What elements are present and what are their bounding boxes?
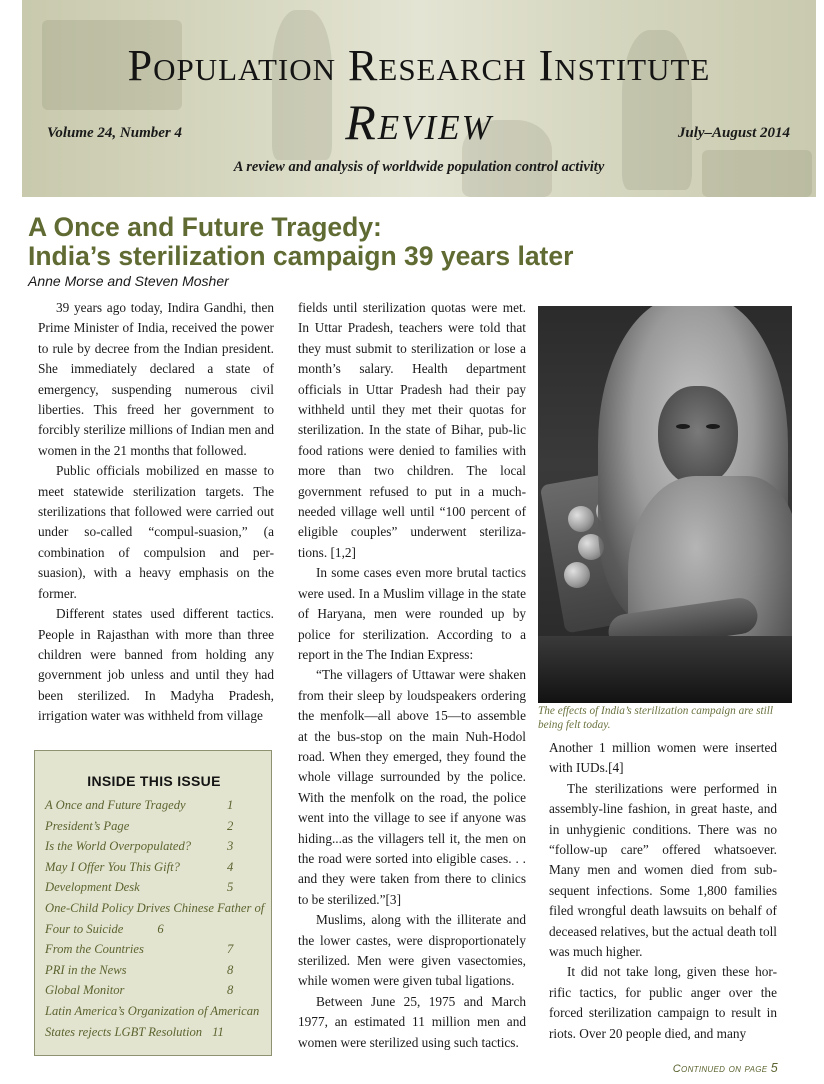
- photo-fruit: [568, 506, 594, 532]
- publication-subtitle: Review: [345, 94, 493, 150]
- headline-line-1: A Once and Future Tragedy:: [28, 212, 382, 242]
- article-column-2: [298, 298, 526, 1053]
- volume-number: Volume 24, Number 4: [47, 125, 183, 141]
- toc-item-label: Is the World Overpopulated?: [45, 839, 192, 854]
- photo-face: [658, 386, 738, 486]
- toc-item-page: 8: [227, 983, 234, 998]
- article-photo: [538, 306, 792, 703]
- toc-item-label: Global Monitor: [45, 983, 125, 998]
- masthead: [22, 0, 816, 197]
- toc-item[interactable]: [45, 836, 271, 857]
- continued-page-number: 5: [770, 1061, 778, 1075]
- toc-item[interactable]: [45, 939, 271, 960]
- headline-line-2: India’s sterilization campaign 39 years later: [28, 241, 574, 271]
- photo-eye: [706, 424, 720, 429]
- paragraph: Another 1 million women were inserted with IUDs.[4]: [549, 740, 777, 776]
- paragraph: fields until sterilization quotas were met. In Uttar Pradesh, teachers were told that they must submit to sterilization or lose a month’s salary. Health department officials in Uttar Pradesh had their pay withheld until they met their quotas for sterilization. In the state of Bihar, pub-lic food rations were denied to families with more than two children. The local government refused to put in a much-needed village well until “100 percent of eligible couples” underwent steriliza-tions. [1,2]: [298, 300, 526, 560]
- issue-date: July–August 2014: [677, 125, 790, 141]
- toc-item-page: 5: [227, 880, 234, 895]
- toc-item[interactable]: [45, 816, 271, 837]
- photo-fruit: [564, 562, 590, 588]
- photo-eye: [676, 424, 690, 429]
- paragraph: It did not take long, given these hor-rific tactics, for public anger over the forced sterilization campaign to result in riots. Over 20 people died, and many: [549, 964, 777, 1041]
- toc-item[interactable]: [45, 960, 271, 981]
- paragraph: Different states used different tactics. People in Rajasthan with more than three children were banned from holding any government job unless and until they had been sterilized. In Madyha Pradesh, irrigation water was withheld from village: [38, 606, 274, 724]
- continued-on-page[interactable]: [673, 1061, 778, 1075]
- toc-list: [45, 795, 271, 1042]
- toc-item[interactable]: [45, 877, 271, 898]
- article-headline: [28, 213, 808, 271]
- paragraph: “The villagers of Uttawar were shaken from their sleep by loudspeakers ordering the menfolk—all above 15—to assemble at the bus-stop on the main Nuh-Hodol road. When they emerged, they found the whole village surrounded by the police. With the menfolk on the road, the police went into the village to see if anyone was hiding...as the villagers tell it, the men on the road were sorted into eligible cases. . . and they were taken from there to clinics to be sterilized.”[3]: [298, 667, 526, 907]
- toc-item-page: 6: [157, 921, 164, 936]
- toc-item-label: President’s Page: [45, 818, 130, 833]
- toc-title: INSIDE THIS ISSUE: [87, 773, 221, 789]
- paragraph: Between June 25, 1975 and March 1977, an estimated 11 million men and women were sterilized using such tactics.: [298, 993, 526, 1050]
- toc-item-label: May I Offer You This Gift?: [45, 859, 180, 874]
- article-column-3: [549, 738, 777, 1044]
- toc-item[interactable]: [45, 980, 271, 1001]
- toc-item[interactable]: [45, 898, 271, 939]
- publication-title: Population Research Institute: [127, 41, 711, 90]
- article-byline: Anne Morse and Steven Mosher: [28, 273, 229, 289]
- continued-label: Continued on page: [672, 1063, 768, 1075]
- photo-caption: The effects of India’s sterilization campaign are still being felt today.: [538, 705, 774, 731]
- paragraph: 39 years ago today, Indira Gandhi, then Prime Minister of India, received the power to rule by decree from the Indian president. She immediately declared a state of emergency, suspending numerous civil liberties. This freed her government to forcibly sterilize millions of Indian men and women in the 21 months that followed.: [38, 300, 274, 458]
- toc-item[interactable]: [45, 857, 271, 878]
- toc-item-page: 2: [227, 818, 234, 833]
- paragraph: The sterilizations were performed in assembly-line fashion, in great haste, and in unhygienic conditions. There was no “follow-up care” offered whatsoever. Many men and women died from sub-sequent infections. Some 1,800 families filed wrongful death lawsuits on behalf of deceased relatives, but the actual death toll was much higher.: [549, 780, 777, 960]
- toc-item-label: From the Countries: [45, 942, 144, 957]
- paragraph: Muslims, along with the illiterate and the lower castes, were disproportionately sterilized. Men were given vasectomies, while women were given tubal ligations.: [298, 912, 526, 989]
- photo-table: [538, 636, 792, 703]
- paragraph: In some cases even more brutal tactics were used. In a Muslim village in the state of Haryana, men were rounded up by police for sterilization. According to a report in the The Indian Express:: [298, 565, 526, 662]
- toc-item-page: 8: [227, 962, 234, 977]
- toc-item[interactable]: [45, 795, 271, 816]
- toc-item-page: 7: [227, 942, 234, 957]
- toc-item-label: A Once and Future Tragedy: [45, 798, 186, 812]
- toc-item-label: Development Desk: [45, 880, 140, 895]
- toc-item-page: 1: [227, 798, 234, 812]
- toc-item[interactable]: [45, 1001, 271, 1042]
- toc-item-label: One-Child Policy Drives Chinese Father of Four to Suicide: [45, 900, 265, 936]
- toc-item-label: PRI in the News: [45, 962, 127, 977]
- tagline: A review and analysis of worldwide population control activity: [233, 159, 605, 175]
- toc-item-page: 4: [227, 859, 234, 874]
- paragraph: Public officials mobilized en masse to meet statewide sterilization targets. The sterilizations that followed were carried out under so-called “compul-suasion,” (a combination of compulsion and per-suasion), with a heavy emphasis on the former.: [38, 463, 274, 601]
- toc-item-page: 11: [212, 1024, 224, 1039]
- toc-item-label: Latin America’s Organization of American States rejects LGBT Resolution: [45, 1003, 260, 1039]
- toc-item-page: 3: [227, 839, 234, 854]
- article-column-1: [38, 298, 274, 727]
- inside-this-issue-box: [34, 750, 272, 1056]
